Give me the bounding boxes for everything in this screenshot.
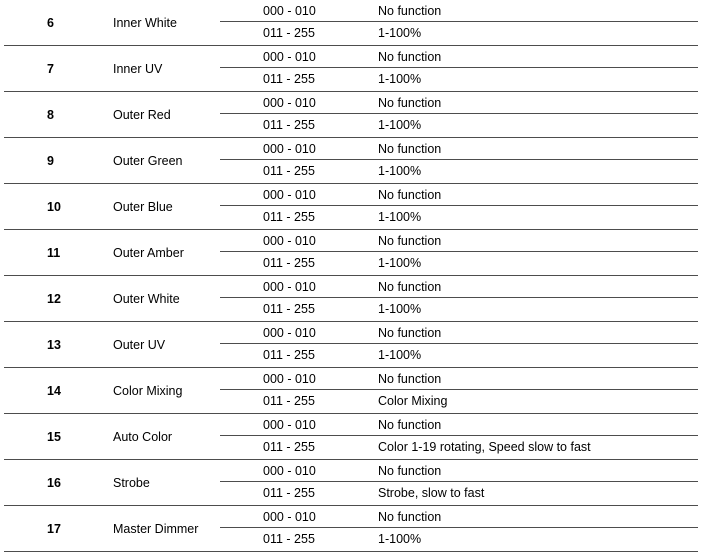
channel-function: Master Dimmer — [113, 522, 199, 536]
value-range: 011 - 255 — [263, 256, 315, 270]
value-row — [4, 414, 698, 436]
channel-group — [4, 138, 698, 184]
value-range: 000 - 010 — [263, 50, 316, 64]
value-description: Strobe, slow to fast — [378, 486, 485, 500]
value-range: 000 - 010 — [263, 188, 316, 202]
value-range: 000 - 010 — [263, 4, 316, 18]
value-range: 011 - 255 — [263, 348, 315, 362]
channel-group — [4, 460, 698, 506]
channel-number: 13 — [47, 338, 61, 352]
channel-number: 6 — [47, 16, 54, 30]
value-range: 011 - 255 — [263, 118, 315, 132]
channel-group — [4, 230, 698, 276]
value-row — [4, 0, 698, 22]
value-description: No function — [378, 188, 442, 202]
value-range: 000 - 010 — [263, 418, 316, 432]
value-description: No function — [378, 464, 442, 478]
value-description: No function — [378, 142, 442, 156]
value-row — [4, 160, 698, 182]
value-range: 011 - 255 — [263, 26, 315, 40]
value-range: 000 - 010 — [263, 510, 316, 524]
channel-function: Outer Blue — [113, 200, 173, 214]
value-row — [4, 92, 698, 114]
channel-group — [4, 184, 698, 230]
value-range: 000 - 010 — [263, 234, 316, 248]
value-description: 1-100% — [378, 26, 422, 40]
value-description: 1-100% — [378, 118, 422, 132]
channel-number: 15 — [47, 430, 61, 444]
channel-function: Inner UV — [113, 62, 163, 76]
value-description: Color 1-19 rotating, Speed slow to fast — [378, 440, 591, 454]
value-description: No function — [378, 234, 442, 248]
value-row — [4, 138, 698, 160]
value-range: 000 - 010 — [263, 464, 316, 478]
value-row — [4, 298, 698, 320]
value-range: 011 - 255 — [263, 394, 315, 408]
value-row — [4, 252, 698, 274]
value-row — [4, 206, 698, 228]
channel-group — [4, 0, 698, 46]
value-description: No function — [378, 50, 442, 64]
channel-number: 12 — [47, 292, 61, 306]
value-description: 1-100% — [378, 210, 422, 224]
value-description: 1-100% — [378, 72, 422, 86]
value-row — [4, 482, 698, 504]
value-row — [4, 368, 698, 390]
value-range: 011 - 255 — [263, 440, 315, 454]
value-description: No function — [378, 280, 442, 294]
value-row — [4, 506, 698, 528]
value-row — [4, 230, 698, 252]
value-row — [4, 22, 698, 44]
value-range: 000 - 010 — [263, 96, 316, 110]
dmx-channel-table — [4, 0, 698, 552]
channel-group — [4, 46, 698, 92]
channel-group — [4, 92, 698, 138]
value-range: 011 - 255 — [263, 532, 315, 546]
value-range: 011 - 255 — [263, 164, 315, 178]
value-row — [4, 528, 698, 550]
value-range: 000 - 010 — [263, 372, 316, 386]
value-range: 000 - 010 — [263, 280, 316, 294]
channel-function: Outer White — [113, 292, 180, 306]
value-description: Color Mixing — [378, 394, 448, 408]
value-row — [4, 460, 698, 482]
value-range: 011 - 255 — [263, 210, 315, 224]
value-description: No function — [378, 326, 442, 340]
value-description: 1-100% — [378, 256, 422, 270]
channel-number: 16 — [47, 476, 61, 490]
value-description: 1-100% — [378, 532, 422, 546]
value-description: No function — [378, 372, 442, 386]
channel-function: Strobe — [113, 476, 150, 490]
channel-function: Outer Green — [113, 154, 183, 168]
value-row — [4, 436, 698, 458]
value-range: 000 - 010 — [263, 142, 316, 156]
value-description: No function — [378, 510, 442, 524]
value-description: No function — [378, 96, 442, 110]
value-range: 011 - 255 — [263, 302, 315, 316]
value-row — [4, 184, 698, 206]
channel-number: 7 — [47, 62, 54, 76]
channel-number: 9 — [47, 154, 54, 168]
value-row — [4, 322, 698, 344]
value-description: 1-100% — [378, 302, 422, 316]
channel-function: Color Mixing — [113, 384, 183, 398]
value-row — [4, 68, 698, 90]
channel-function: Outer UV — [113, 338, 166, 352]
value-description: No function — [378, 4, 442, 18]
value-row — [4, 46, 698, 68]
channel-function: Inner White — [113, 16, 177, 30]
value-row — [4, 390, 698, 412]
value-range: 000 - 010 — [263, 326, 316, 340]
value-range: 011 - 255 — [263, 486, 315, 500]
channel-group — [4, 414, 698, 460]
channel-number: 14 — [47, 384, 61, 398]
channel-function: Outer Red — [113, 108, 171, 122]
channel-function: Outer Amber — [113, 246, 184, 260]
channel-group — [4, 368, 698, 414]
channel-function: Auto Color — [113, 430, 173, 444]
channel-group — [4, 322, 698, 368]
value-description: 1-100% — [378, 164, 422, 178]
value-range: 011 - 255 — [263, 72, 315, 86]
channel-number: 8 — [47, 108, 54, 122]
value-row — [4, 114, 698, 136]
value-description: 1-100% — [378, 348, 422, 362]
value-row — [4, 344, 698, 366]
channel-number: 10 — [47, 200, 61, 214]
value-description: No function — [378, 418, 442, 432]
channel-number: 17 — [47, 522, 61, 536]
channel-group — [4, 276, 698, 322]
channel-number: 11 — [47, 246, 61, 260]
channel-group — [4, 506, 698, 552]
value-row — [4, 276, 698, 298]
